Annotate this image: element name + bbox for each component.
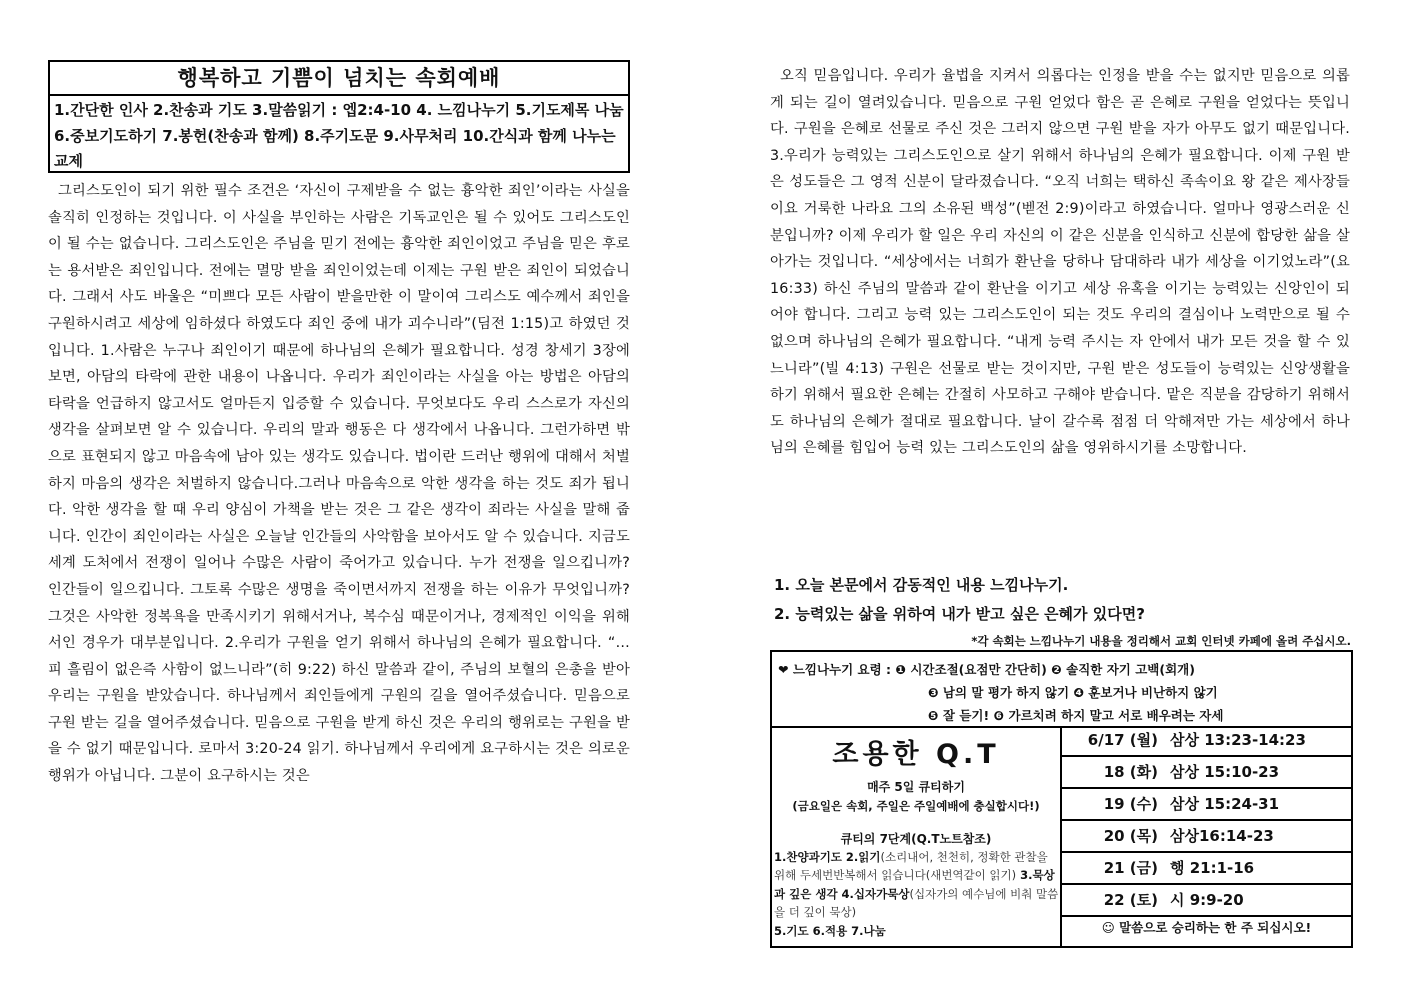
schedule-reference: 삼상 15:24-31 [1170,795,1280,813]
schedule-day: 21 (금) [1103,859,1158,877]
qt-step-2-detail: (소리내어, 천천히, 정확한 관찰을 위해 두세번반복해서 읽습니다(새번역같이 읽기) [774,850,1048,883]
worship-order: 1.간단한 인사 2.찬송과 기도 3.말씀읽기 : 엡2:4-10 4. 느낌나누기 5.기도제목 나눔 6.중보기도하기 7.봉헌(찬송과 함께) 8.주기도문 9.사무처리 10.간식과 함께 나누는 교제 [54,101,624,170]
qt-step-3-4: 3.묵상과 깊은 생각 4.십자가묵상 [774,868,1055,901]
worship-order-box [48,60,630,173]
sermon-text-right [770,63,1350,462]
discussion-question-1: 1. 오늘 본문에서 감동적인 내용 느낌나누기. [774,576,1069,594]
qt-instructions: (금요일은 속회, 주일은 주일예배에 충실합시다!) [792,799,1040,813]
schedule-row [1062,854,1351,885]
page-title: 행복하고 기쁨이 넘치는 속회예배 [50,62,628,96]
schedule-row [1062,822,1351,853]
schedule-reference: 삼상 15:10-23 [1170,763,1280,781]
qt-step-5-7: 5.기도 6.적용 7.나눔 [774,923,886,938]
schedule-day: 20 (목) [1103,827,1158,845]
schedule-day: 18 (화) [1103,763,1158,781]
schedule-reference: 행 21:1-16 [1170,859,1255,877]
schedule-row [1062,726,1351,757]
qt-step-1-2: 1.찬양과기도 2.읽기 [774,850,881,864]
sharing-guide-box [770,650,1353,948]
submission-note: *각 속회는 느낌나누기 내용을 정리해서 교회 인터넷 카페에 올려 주십시오. [971,634,1351,648]
sermon-paragraph-right: 오직 믿음입니다. 우리가 율법을 지켜서 의롭다는 인정을 받을 수는 없지만 믿음으로 의롭게 되는 길이 열려있습니다. 믿음으로 구원 얻었다 함은 곧 은혜로 구원을 얻었다는 뜻입니다. 구원을 은혜로 선물로 주신 것은 그러지 않으면 구원 받을 자가 아무도 없기 때문입니다. 3.우리가 능력있는 그리스도인으로 살기 위해서 하나님의 은혜가 필요합니다. 이제 구원 받은 성도들은 그 영적 신분이 달라졌습니다. “오직 너희는 택하신 족속이요 왕 같은 제사장들이요 거룩한 나라요 그의 소유된 백성”(벧전 2:9)이라고 하였습니다. 얼마나 영광스러운 신분입니까? 이제 우리가 할 일은 우리 자신의 이 같은 신분을 인식하고 신분에 합당한 삶을 살아가는 것입니다. “세상에서는 너희가 환난을 당하나 담대하라 내가 세상을 이기었노라”(요 16:33) 하신 주님의 말씀과 같이 환난을 이기고 세상 유혹을 이기는 능력있는 신앙인이 되어야 합니다. 그리고 능력 있는 그리스도인이 되는 것도 우리의 결심이나 노력만으로 될 수 없으며 하나님의 은혜가 필요합니다. “내게 능력 주시는 자 안에서 내가 모든 것을 할 수 있느니라”(빌 4:13) 구원은 선물로 받는 것이지만, 구원 받은 성도들이 능력있는 신앙생활을 하기 위해서 필요한 은혜는 간절히 사모하고 구해야 받습니다. 맡은 직분을 감당하기 위해서도 하나님의 은혜가 절대로 필요합니다. 날이 갈수록 점점 더 악해져만 가는 세상에서 하나님의 은혜를 힘입어 능력 있는 그리스도인의 삶을 영위하시기를 소망합니다. [770,68,1350,457]
sharing-guideline-line-2: ❸ 남의 말 평가 하지 않기 ❹ 훈보거나 비난하지 않기 [928,685,1218,700]
qt-steps-title: 큐티의 7단계(Q.T노트참조) [840,832,992,846]
qt-title: 조용한 Q.T [832,739,1000,770]
discussion-question-2: 2. 능력있는 삶을 위하여 내가 받고 싶은 은혜가 있다면? [774,605,1145,623]
sermon-paragraph-left: 그리스도인이 되기 위한 필수 조건은 ‘자신이 구제받을 수 없는 흉악한 죄인’이라는 사실을 솔직히 인정하는 것입니다. 이 사실을 부인하는 사람은 기독교인은 될 수 있어도 그리스도인이 될 수는 없습니다. 그리스도인은 주님을 믿기 전에는 흉악한 죄인이었고 주님을 믿은 후로는 용서받은 죄인입니다. 전에는 멸망 받을 죄인이었는데 이제는 구원 받은 죄인이 되었습니다. 그래서 사도 바울은 “미쁘다 모든 사람이 받을만한 이 말이여 그리스도 예수께서 죄인을 구원하시려고 세상에 임하셨다 하였도다 죄인 중에 내가 괴수니라”(딤전 1:15)고 하였던 것입니다. 1.사람은 누구나 죄인이기 때문에 하나님의 은혜가 필요합니다. 성경 창세기 3장에 보면, 아담의 타락에 관한 내용이 나옵니다. 우리가 죄인이라는 사실을 아는 방법은 아담의 타락을 언급하지 않고서도 얼마든지 입증할 수 있습니다. 무엇보다도 우리 스스로가 자신의 생각을 살펴보면 알 수 있습니다. 우리의 말과 행동은 다 생각에서 나옵니다. 그런가하면 밖으로 표현되지 않고 마음속에 남아 있는 생각도 있습니다. 법이란 드러난 행위에 대해서 처벌하지 마음의 생각은 처벌하지 않습니다.그러나 마음속으로 악한 생각을 하는 것도 죄가 됩니다. 악한 생각을 할 때 우리 양심이 가책을 받는 것은 그 같은 생각이 죄라는 사실을 말해 줍니다. 인간이 죄인이라는 사실은 오늘날 인간들의 사악함을 보아서도 알 수 있습니다. 지금도 세계 도처에서 전쟁이 일어나 수많은 사람이 죽어가고 있습니다. 누가 전쟁을 일으킵니까? 인간들이 일으킵니다. 그토록 수많은 생명을 죽이면서까지 전쟁을 하는 이유가 무엇입니까? 그것은 사악한 정복욕을 만족시키기 위해서거나, 복수심 때문이거나, 경제적인 이익을 위해서인 경우가 대부분입니다. 2.우리가 구원을 얻기 위해서 하나님의 은혜가 필요합니다. “…피 흘림이 없은즉 사함이 없느니라”(히 9:22) 하신 말씀과 같이, 주님의 보혈의 은총을 받아 우리는 구원을 받았습니다. 하나님께서 죄인들에게 구원의 길을 열어주셨습니다. 믿음으로 구원 받는 길을 열어주셨습니다. 믿음으로 구원을 받게 하신 것은 우리의 행위로는 구원을 받을 수 없기 때문입니다. 로마서 3:20-24 읽기. 하나님께서 우리에게 요구하시는 것은 의로운 행위가 아닙니다. 그분이 요구하시는 것은 [48,183,630,785]
qt-step-4-detail: (십자가의 예수님에 비춰 말씀을 더 깊이 묵상) [774,886,1059,920]
schedule-row [1062,790,1351,821]
schedule-day: 22 (토) [1103,891,1158,909]
schedule-day: 19 (수) [1103,795,1158,813]
schedule-day: 6/17 (월) [1087,731,1158,749]
sharing-guideline-line-1: ❤ 느낌나누기 요령 : ❶ 시간조절(요점만 간단히) ❷ 솔직한 자기 고백(회개) [778,662,1195,677]
qt-schedule [1062,726,1351,946]
schedule-reference: 삼상16:14-23 [1170,827,1274,845]
qt-footer-message: ☺ 말씀으로 승리하는 한 주 되십시오! [1101,920,1312,935]
schedule-row [1062,758,1351,789]
schedule-reference: 시 9:9-20 [1170,891,1244,909]
qt-subtitle: 매주 5일 큐티하기 [867,780,965,794]
sharing-guidelines [772,652,1351,728]
schedule-reference: 삼상 13:23-14:23 [1170,731,1306,749]
qt-steps [774,848,1060,940]
sharing-guideline-line-3: ❺ 잘 듣기! ❻ 가르치려 하지 말고 서로 배우려는 자세 [928,708,1224,723]
sermon-text-left [48,178,630,790]
qt-info-panel [772,726,1062,946]
schedule-row [1062,886,1351,917]
